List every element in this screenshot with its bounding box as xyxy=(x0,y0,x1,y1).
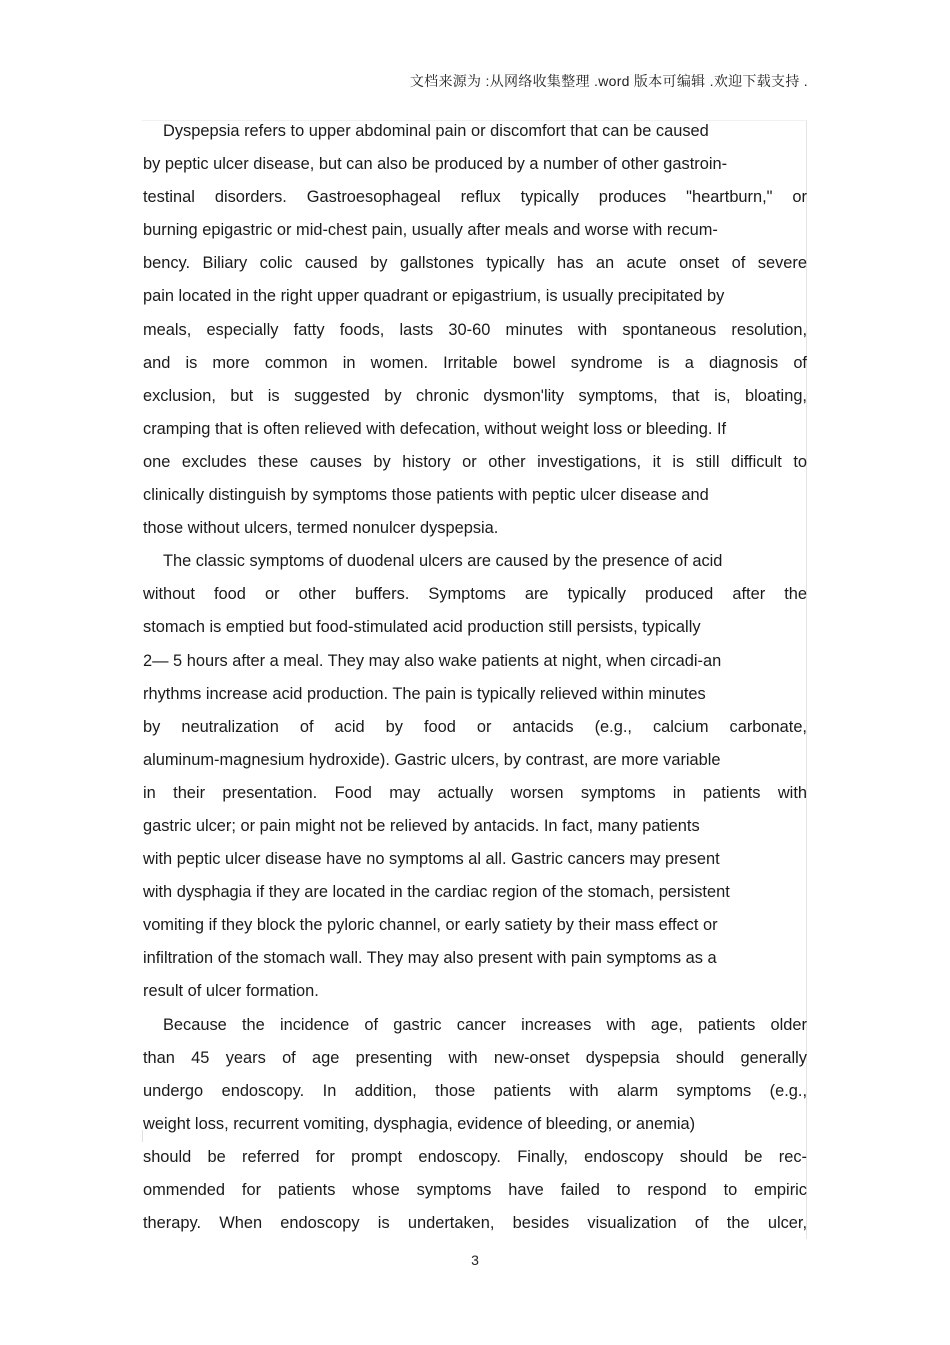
paragraph-1-line: pain located in the right upper quadrant or epigastrium, is usually precipitated by xyxy=(143,287,725,306)
paragraph-1-line: meals, especially fatty foods, lasts 30-60 minutes with spontaneous resolution, xyxy=(143,320,807,339)
paragraph-3-line: ommended for patients whose symptoms have failed to respond to empiric xyxy=(143,1181,807,1199)
paragraph-2-line: with peptic ulcer disease have no symptoms al all. Gastric cancers may present xyxy=(143,850,720,869)
paragraph-3-line: than 45 years of age presenting with new-onset dyspepsia should generally xyxy=(143,1048,807,1067)
paragraph-2-line: with dysphagia if they are located in the cardiac region of the stomach, persistent xyxy=(143,883,730,902)
paragraph-1-line: clinically distinguish by symptoms those patients with peptic ulcer disease and xyxy=(143,486,709,505)
paragraph-2-line: rhythms increase acid production. The pain is typically relieved within minutes xyxy=(143,684,706,703)
paragraph-2-line: aluminum-magnesium hydroxide). Gastric ulcers, by contrast, are more variable xyxy=(143,750,721,769)
page-number: 3 xyxy=(471,1252,479,1268)
paragraph-2-line: gastric ulcer; or pain might not be relieved by antacids. In fact, many patients xyxy=(143,816,700,835)
paragraph-3-line: Because the incidence of gastric cancer increases with age, patients older xyxy=(163,1015,807,1034)
paragraph-1-line: cramping that is often relieved with defecation, without weight loss or bleeding. If xyxy=(143,419,727,438)
paragraph-1-line: Dyspepsia refers to upper abdominal pain or discomfort that can be caused xyxy=(163,122,709,140)
paragraph-2-line: 2— 5 hours after a meal. They may also wake patients at night, when circadi-an xyxy=(143,651,722,670)
paragraph-1-line: burning epigastric or mid-chest pain, usually after meals and worse with recum- xyxy=(143,221,718,240)
paragraph-2-line: The classic symptoms of duodenal ulcers are caused by the presence of acid xyxy=(163,552,723,571)
paragraph-3-line: therapy. When endoscopy is undertaken, besides visualization of the ulcer, xyxy=(143,1214,807,1233)
paragraph-2-line: vomiting if they block the pyloric channel, or early satiety by their mass effect or xyxy=(143,916,718,935)
paragraph-1-line: one excludes these causes by history or other investigations, it is still difficult to xyxy=(143,452,807,471)
paragraph-2-line: without food or other buffers. Symptoms are typically produced after the xyxy=(143,585,807,604)
document-body xyxy=(143,115,807,1240)
document-source-note: 文档来源为 :从网络收集整理 .word 版本可编辑 .欢迎下载支持 . xyxy=(409,73,808,89)
paragraph-1-line: and is more common in women. Irritable bowel syndrome is a diagnosis of xyxy=(143,353,807,372)
paragraph-1-line: testinal disorders. Gastroesophageal reflux typically produces "heartburn," or xyxy=(143,188,807,207)
paragraph-1-line: those without ulcers, termed nonulcer dyspepsia. xyxy=(143,519,499,538)
paragraph-3-line: weight loss, recurrent vomiting, dysphagia, evidence of bleeding, or anemia) xyxy=(143,1114,696,1133)
paragraph-3-line: undergo endoscopy. In addition, those patients with alarm symptoms (e.g., xyxy=(143,1081,807,1100)
paragraph-2-line: in their presentation. Food may actually worsen symptoms in patients with xyxy=(143,783,807,802)
paragraph-1-line: by peptic ulcer disease, but can also be produced by a number of other gastroin- xyxy=(143,155,728,174)
paragraph-2-line: stomach is emptied but food-stimulated acid production still persists, typically xyxy=(143,618,701,637)
paragraph-2-line: by neutralization of acid by food or antacids (e.g., calcium carbonate, xyxy=(143,717,807,736)
paragraph-2-line: infiltration of the stomach wall. They may also present with pain symptoms as a xyxy=(143,949,717,968)
paragraph-1-line: exclusion, but is suggested by chronic dysmon'lity symptoms, that is, bloating, xyxy=(143,386,807,405)
paragraph-3-line: should be referred for prompt endoscopy. Finally, endoscopy should be rec- xyxy=(143,1147,807,1166)
paragraph-1-line: bency. Biliary colic caused by gallstones typically has an acute onset of severe xyxy=(143,254,807,273)
paragraph-2-line: result of ulcer formation. xyxy=(143,982,319,1001)
